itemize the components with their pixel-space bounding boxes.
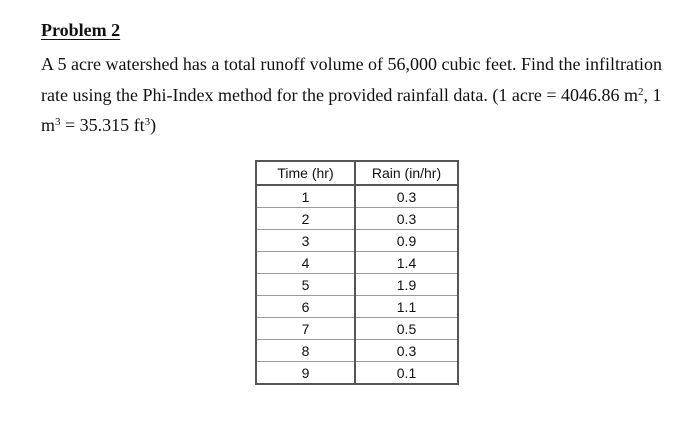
time-cell: 4 bbox=[256, 252, 355, 274]
superscript-cubed-m: 3 bbox=[55, 116, 61, 128]
table-row bbox=[256, 318, 458, 340]
rain-cell: 1.4 bbox=[355, 252, 458, 274]
time-cell: 7 bbox=[256, 318, 355, 340]
table-row bbox=[256, 185, 458, 208]
table-row bbox=[256, 340, 458, 362]
header-rain: Rain (in/hr) bbox=[355, 161, 458, 185]
problem-title: Problem 2 bbox=[41, 20, 121, 40]
rainfall-table bbox=[255, 160, 459, 385]
rain-cell: 0.3 bbox=[355, 185, 458, 208]
problem-text-part3: = 35.315 ft bbox=[60, 115, 145, 135]
rain-cell: 1.1 bbox=[355, 296, 458, 318]
superscript-cubed-ft: 3 bbox=[144, 116, 151, 128]
problem-text-part4: ) bbox=[150, 115, 157, 135]
rain-cell: 0.3 bbox=[355, 208, 458, 230]
problem-text-part1: A 5 acre watershed has a total runoff volume of 56,000 cubic feet. Find the infiltration rate using the Phi-Index method for the provided rainfall data. (1 acre = 4046.86 m bbox=[41, 54, 662, 105]
time-cell: 9 bbox=[256, 362, 355, 385]
problem-text-part2: , 1 m bbox=[41, 84, 662, 135]
rain-cell: 0.1 bbox=[355, 362, 458, 385]
table-row bbox=[256, 362, 458, 385]
time-cell: 5 bbox=[256, 274, 355, 296]
time-cell: 3 bbox=[256, 230, 355, 252]
table-row bbox=[256, 252, 458, 274]
time-cell: 6 bbox=[256, 296, 355, 318]
problem-statement bbox=[41, 49, 666, 141]
table-row bbox=[256, 296, 458, 318]
time-cell: 2 bbox=[256, 208, 355, 230]
header-time: Time (hr) bbox=[256, 161, 355, 185]
rain-cell: 0.5 bbox=[355, 318, 458, 340]
table-row bbox=[256, 208, 458, 230]
table-header-row bbox=[256, 161, 458, 185]
table-row bbox=[256, 274, 458, 296]
time-cell: 1 bbox=[256, 185, 355, 208]
rain-cell: 0.3 bbox=[355, 340, 458, 362]
superscript-squared: 2 bbox=[637, 85, 644, 98]
time-cell: 8 bbox=[256, 340, 355, 362]
rain-cell: 0.9 bbox=[355, 230, 458, 252]
table-row bbox=[256, 230, 458, 252]
rain-cell: 1.9 bbox=[355, 274, 458, 296]
